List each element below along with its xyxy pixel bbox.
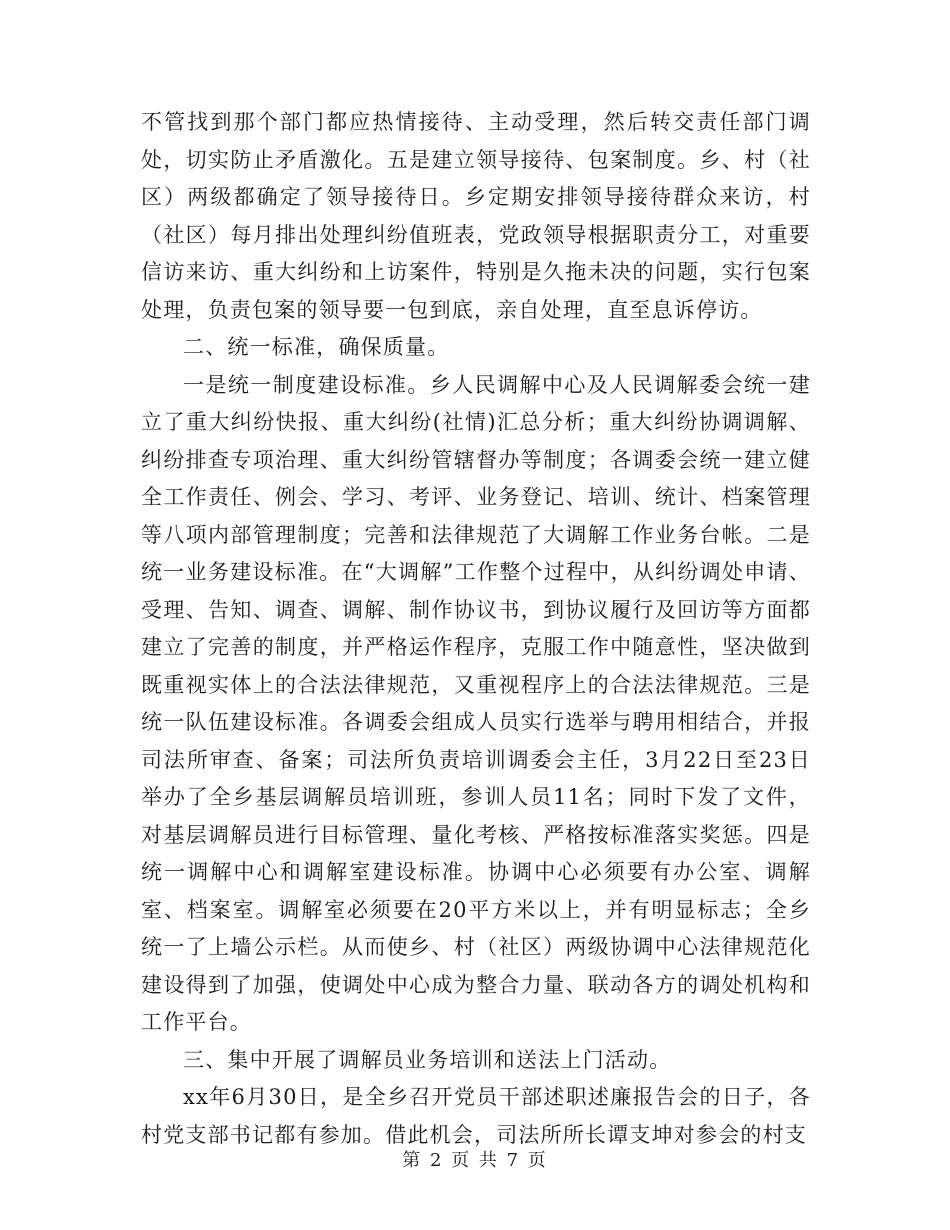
paragraph-training: xx年6月30日，是全乡召开党员干部述职述廉报告会的日子，各村党支部书记都有参加。借此机会，司法所所长谭支坤对参会的村支 (141, 1085, 811, 1147)
paragraph-continuation: 不管找到那个部门都应热情接待、主动受理，然后转交责任部门调处，切实防止矛盾激化。五是建立领导接待、包案制度。乡、村（社区）两级都确定了领导接待日。乡定期安排领导接待群众来访，村（社区）每月排出处理纠纷值班表，党政领导根据职责分工，对重要信访来访、重大纠纷和上访案件，特别是久拖未决的问题，实行包案处理，负责包案的领导要一包到底，亲自处理，直至息诉停访。 (141, 110, 811, 322)
body-text (141, 104, 811, 1154)
page-number-footer: 第 2 页 共 7 页 (402, 1150, 548, 1171)
section-heading-three: 三、集中开展了调解员业务培训和送法上门活动。 (183, 1047, 672, 1072)
section-heading-two: 二、统一标准，确保质量。 (183, 335, 450, 359)
paragraph-standards: 一是统一制度建设标准。乡人民调解中心及人民调解委会统一建立了重大纠纷快报、重大纠纷(社情)汇总分析；重大纠纷协调调解、纠纷排查专项治理、重大纠纷管辖督办等制度；各调委会统一建立健全工作责任、例会、学习、考评、业务登记、培训、统计、档案管理等八项内部管理制度；完善和法律规范了大调解工作业务台帐。二是统一业务建设标准。在“大调解”工作整个过程中，从纠纷调处申请、受理、告知、调查、调解、制作协议书，到协议履行及回访等方面都建立了完善的制度，并严格运作程序，克服工作中随意性，坚决做到既重视实体上的合法法律规范，又重视程序上的合法法律规范。三是统一队伍建设标准。各调委会组成人员实行选举与聘用相结合，并报司法所审查、备案；司法所负责培训调委会主任，3月22日至23日举办了全乡基层调解员培训班，参训人员11名；同时下发了文件，对基层调解员进行目标管理、量化考核、严格按标准落实奖惩。四是统一调解中心和调解室建设标准。协调中心必须要有办公室、调解室、档案室。调解室必须要在20平方米以上，并有明显标志；全乡统一了上墙公示栏。从而使乡、村（社区）两级协调中心法律规范化建设得到了加强，使调处中心成为整合力量、联动各方的调处机构和工作平台。 (141, 372, 811, 1034)
